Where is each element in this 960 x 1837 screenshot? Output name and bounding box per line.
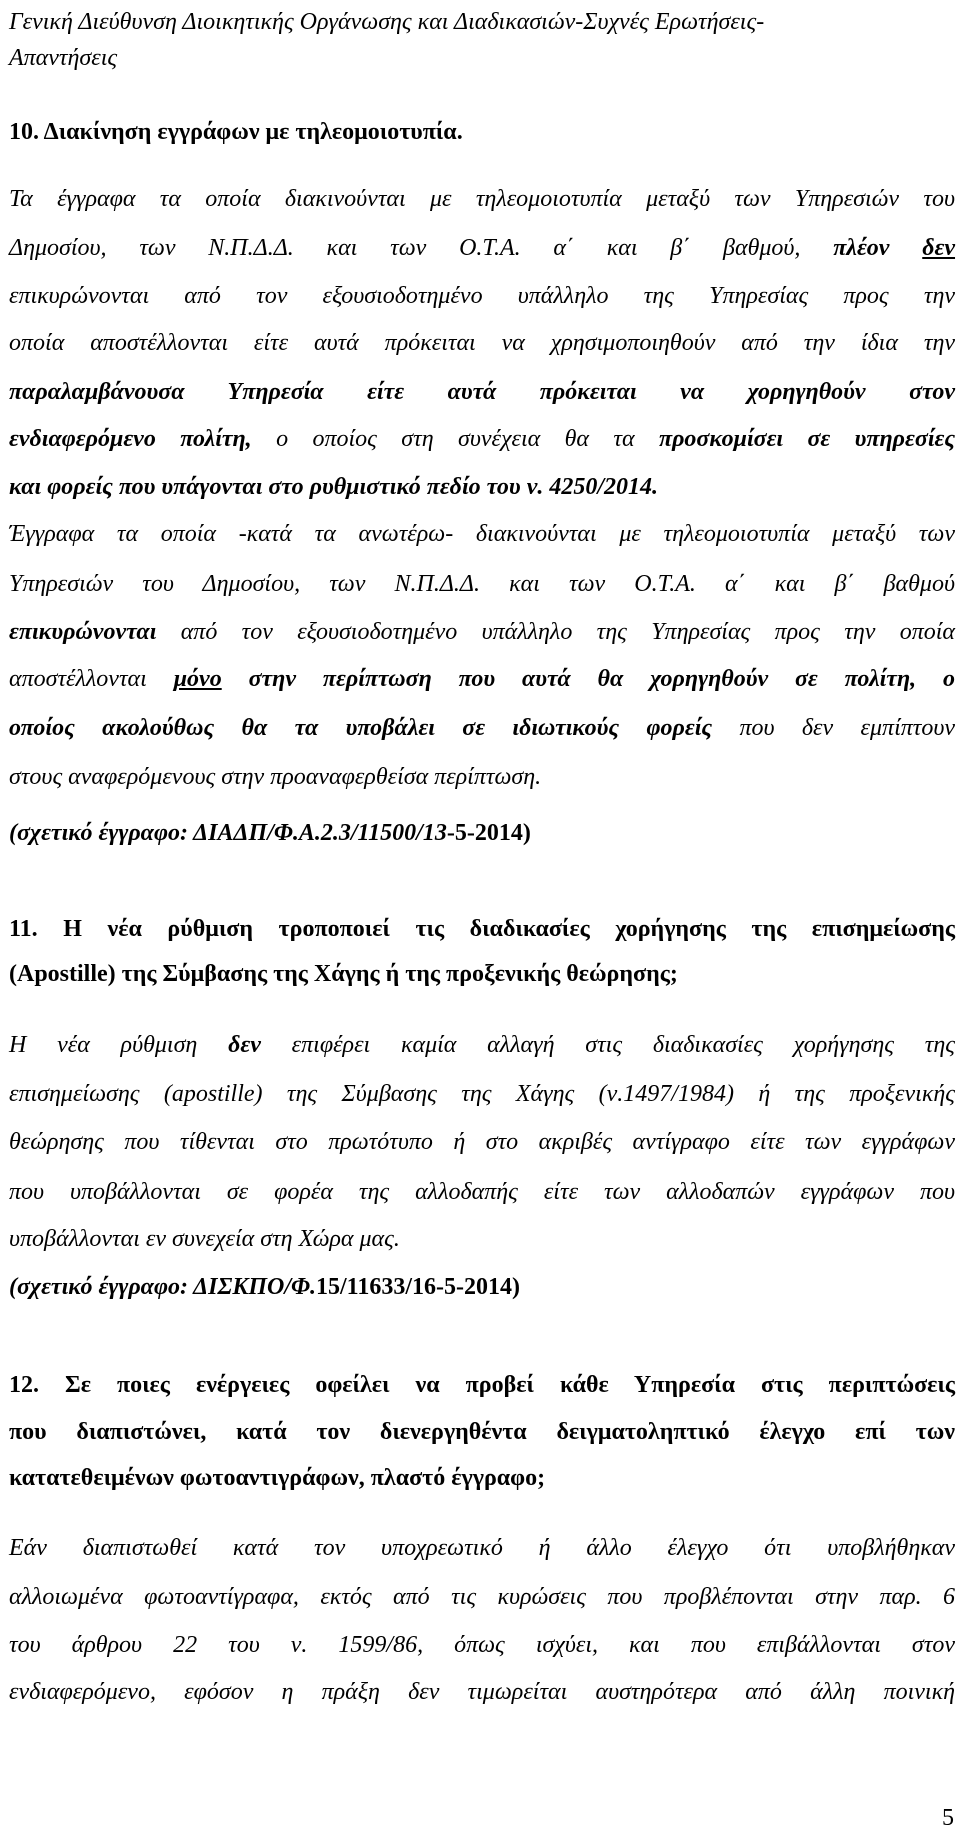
q10-p1-line5: παραλαμβάνουσα Υπηρεσία είτε αυτά πρόκειται να χορηγηθούν στον — [9, 379, 955, 405]
q11-heading-line1: 11. Η νέα ρύθμιση τροποποιεί τις διαδικασίες χορήγησης της επισημείωσης — [9, 916, 955, 942]
q10-p2-line5 — [9, 713, 955, 743]
q11-heading-line2: (Apostille) της Σύμβασης της Χάγης ή της προξενικής θεώρησης; — [9, 961, 678, 987]
q10-p1-line1: Τα έγγραφα τα οποία διακινούνται με τηλεομοιοτυπία μεταξύ των Υπηρεσιών του — [9, 186, 955, 212]
q11-p-line2-text-b: 1497/1984) ή της προξενικής — [623, 1081, 956, 1107]
q12-p-line1: Εάν διαπιστωθεί κατά τον υποχρεωτικό ή άλλο έλεγχο ότι υποβλήθηκαν — [9, 1535, 955, 1561]
q10-reference-italic: (σχετικό έγγραφο: ΔΙΑΔΠ/Φ.Α.2.3/11500/13 — [9, 820, 447, 846]
q12-p-line3: του άρθρου 22 του ν. 1599/86, όπως ισχύει, και που επιβάλλονται στον — [9, 1632, 955, 1658]
q11-p-line2 — [9, 1079, 955, 1109]
q10-p2-line2: Υπηρεσιών του Δημοσίου, των Ν.Π.Δ.Δ. και των Ο.Τ.Α. α΄ και β΄ βαθμού — [9, 571, 955, 597]
q10-p2-emphasis-epikyronontai: επικυρώνονται — [9, 619, 157, 645]
q10-p2-emphasis-mono: μόνο — [173, 666, 222, 692]
q10-p2-line3-text: από τον εξουσιοδοτημένο υπάλληλο της Υπηρεσίας προς την οποία — [180, 619, 955, 645]
q11-p-line5: υποβάλλονται εν συνεχεία στη Χώρα μας. — [9, 1226, 400, 1252]
page-header — [9, 4, 955, 76]
q11-p-line1-text-a: Η νέα ρύθμιση — [9, 1032, 198, 1058]
q12-heading-line3: κατατεθειμένων φωτοαντιγράφων, πλαστό έγγραφο; — [9, 1465, 546, 1491]
q10-p1-line6-text: ο οποίος στη συνέχεια θα τα — [276, 426, 635, 452]
q10-p2-line5-text: που δεν εμπίπτουν — [739, 715, 956, 741]
q10-reference — [9, 818, 955, 848]
q10-p1-line2-text: Δημοσίου, των Ν.Π.Δ.Δ. και των Ο.Τ.Α. α΄ και β΄ βαθμού, — [9, 235, 801, 261]
q12-heading-line2: που διαπιστώνει, κατά τον διενεργηθέντα δειγματοληπτικό έλεγχο επί των — [9, 1419, 955, 1445]
q10-p1-line3: επικυρώνονται από τον εξουσιοδοτημένο υπάλληλο της Υπηρεσίας προς την — [9, 283, 955, 309]
q10-p1-emphasis-pleon: πλέον — [833, 235, 890, 261]
q12-p-line2-text-a: αλλοιωμένα φωτοαντίγραφα, — [9, 1584, 299, 1610]
q10-p2-line3 — [9, 617, 955, 647]
page-number: 5 — [942, 1805, 954, 1831]
q11-reference — [9, 1272, 955, 1302]
q11-reference-italic: (σχετικό έγγραφο: ΔΙΣΚΠΟ/Φ. — [9, 1274, 316, 1300]
header-line-2: Απαντήσεις — [9, 45, 118, 71]
q12-p-line2-text-b: εκτός από τις κυρώσεις που προβλέπονται στην παρ. 6 — [320, 1584, 956, 1610]
q11-p-line1 — [9, 1030, 955, 1060]
q10-reference-bold: -5-2014) — [446, 820, 531, 846]
q10-p1-line6 — [9, 424, 955, 454]
q11-p-line1-text-c: επιφέρει καμία αλλαγή στις διαδικασίες χορήγησης της — [291, 1032, 955, 1058]
q10-p2-line6: στους αναφερόμενους στην προαναφερθείσα περίπτωση. — [9, 764, 542, 790]
q12-heading-line1: 12. Σε ποιες ενέργειες οφείλει να προβεί κάθε Υπηρεσία στις περιπτώσεις — [9, 1372, 955, 1398]
q12-p-line4: ενδιαφερόμενο, εφόσον η πράξη δεν τιμωρείται αυστηρότερα από άλλη ποινική — [9, 1679, 955, 1705]
q11-p-line2-text-a: επισημείωσης (apostille) της Σύμβασης της Χάγης (ν. — [9, 1081, 624, 1107]
q10-p1-line4: οποία αποστέλλονται είτε αυτά πρόκειται να χρησιμοποιηθούν από την ίδια την — [9, 330, 955, 356]
q12-p-line2 — [9, 1582, 955, 1612]
q11-p-line4: που υποβάλλονται σε φορέα της αλλοδαπής είτε των αλλοδαπών εγγράφων που — [9, 1179, 955, 1205]
q10-p1-emphasis-den: δεν — [922, 235, 956, 261]
q10-p1-line7: και φορείς που υπάγονται στο ρυθμιστικό πεδίο του ν. 4250/2014. — [9, 474, 659, 500]
q10-p1-line6-bold-a: ενδιαφερόμενο πολίτη, — [9, 426, 252, 452]
q10-p2-line4-text: αποστέλλονται — [9, 666, 147, 692]
q10-p2-line4 — [9, 664, 955, 694]
q10-heading: 10. Διακίνηση εγγράφων με τηλεομοιοτυπία. — [9, 119, 463, 145]
q10-p2-line4-bold: στην περίπτωση που αυτά θα χορηγηθούν σε πολίτη, ο — [248, 666, 956, 692]
q10-p2-line5-bold: οποίος ακολούθως θα τα υποβάλει σε ιδιωτικούς φορείς — [9, 715, 713, 741]
q11-p-emphasis-den: δεν — [228, 1032, 261, 1058]
q10-p1-line2 — [9, 233, 955, 263]
q10-p2-line1: Έγγραφα τα οποία -κατά τα ανωτέρω- διακινούνται με τηλεομοιοτυπία μεταξύ των — [9, 521, 955, 547]
q11-reference-bold: 15/11633/16-5-2014) — [315, 1274, 520, 1300]
header-line-1: Γενική Διεύθυνση Διοικητικής Οργάνωσης και Διαδικασιών-Συχνές Ερωτήσεις- — [9, 9, 765, 35]
q11-p-line3: θεώρησης που τίθενται στο πρωτότυπο ή στο ακριβές αντίγραφο είτε των εγγράφων — [9, 1129, 955, 1155]
q10-p1-line6-bold-c: προσκομίσει σε υπηρεσίες — [658, 426, 956, 452]
